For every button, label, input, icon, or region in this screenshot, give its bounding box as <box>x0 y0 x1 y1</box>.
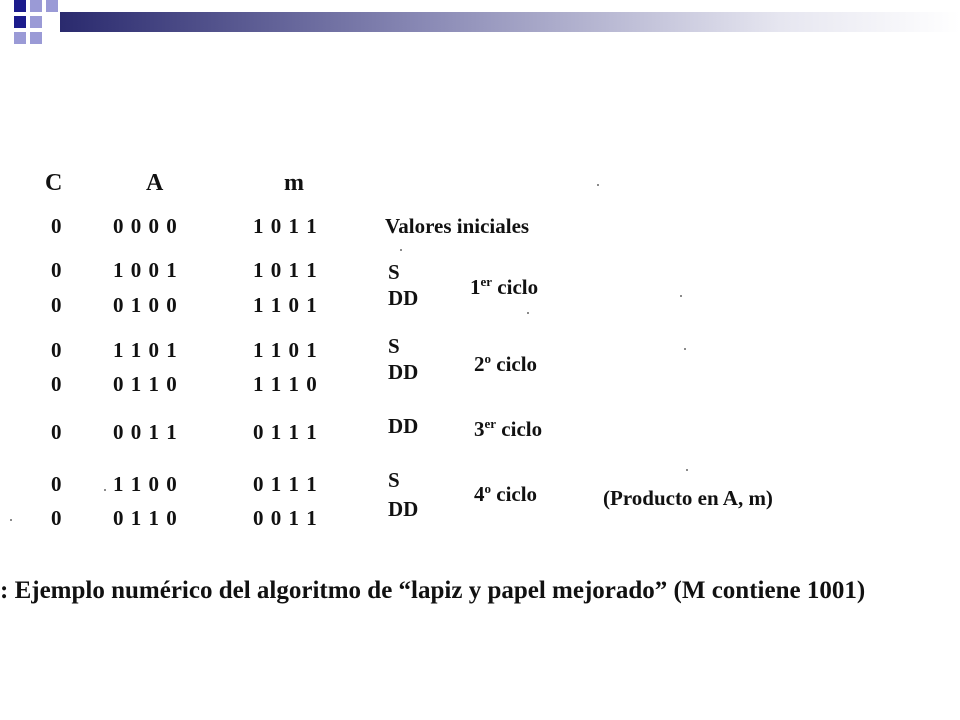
row-0-c: 0 <box>51 214 63 238</box>
cycle-3-superscript: er <box>484 416 497 431</box>
row-6-a: 1 1 0 0 <box>113 472 178 496</box>
row-4-m: 1 1 1 0 <box>253 372 318 396</box>
row-3-a: 1 1 0 1 <box>113 338 178 362</box>
op-s-1: S <box>388 260 400 284</box>
row-7-m: 0 0 1 1 <box>253 506 318 530</box>
cycle-4-number: 4 <box>474 482 485 506</box>
row-7-c: 0 <box>51 506 63 530</box>
header-gradient-bar <box>60 12 960 32</box>
scan-speck <box>684 348 686 350</box>
row-4-c: 0 <box>51 372 63 396</box>
logo-square-light-5 <box>30 32 42 44</box>
cycle-label-3 <box>474 417 542 442</box>
row-1-c: 0 <box>51 258 63 282</box>
row-5-a: 0 0 1 1 <box>113 420 178 444</box>
cycle-1-word: ciclo <box>497 275 539 299</box>
cycle-label-2 <box>474 352 537 377</box>
logo-square-light-4 <box>14 32 26 44</box>
row-7-a: 0 1 1 0 <box>113 506 178 530</box>
row-2-a: 0 1 0 0 <box>113 293 178 317</box>
note-initial-values: Valores iniciales <box>385 214 530 238</box>
op-dd-3: DD <box>388 414 419 438</box>
op-dd-4: DD <box>388 497 419 521</box>
row-4-a: 0 1 1 0 <box>113 372 178 396</box>
row-0-a: 0 0 0 0 <box>113 214 178 238</box>
cycle-2-number: 2 <box>474 352 485 376</box>
header-c: C <box>45 170 63 196</box>
scan-speck <box>104 489 106 491</box>
cycle-3-word: ciclo <box>501 417 543 441</box>
row-6-m: 0 1 1 1 <box>253 472 318 496</box>
op-dd-2: DD <box>388 360 419 384</box>
scan-speck <box>597 184 599 186</box>
logo-square-light-1 <box>30 0 42 12</box>
row-3-c: 0 <box>51 338 63 362</box>
scan-speck <box>680 295 682 297</box>
cycle-3-number: 3 <box>474 417 485 441</box>
cycle-label-1 <box>470 275 538 300</box>
row-6-c: 0 <box>51 472 63 496</box>
row-5-m: 0 1 1 1 <box>253 420 318 444</box>
header-m: m <box>284 170 304 196</box>
cycle-2-superscript: o <box>484 351 491 366</box>
cycle-4-word: ciclo <box>496 482 538 506</box>
row-2-m: 1 1 0 1 <box>253 293 318 317</box>
logo-square-light-3 <box>30 16 42 28</box>
scan-speck <box>10 519 12 521</box>
row-3-m: 1 1 0 1 <box>253 338 318 362</box>
cycle-1-number: 1 <box>470 275 481 299</box>
op-dd-1: DD <box>388 286 419 310</box>
cycle-4-superscript: o <box>484 481 491 496</box>
row-2-c: 0 <box>51 293 63 317</box>
logo-square-dark-1 <box>14 0 26 12</box>
row-5-c: 0 <box>51 420 63 444</box>
logo-square-dark-2 <box>14 16 26 28</box>
op-s-4: S <box>388 468 400 492</box>
row-1-a: 1 0 0 1 <box>113 258 178 282</box>
figure-caption: : Ejemplo numérico del algoritmo de “lapiz y papel mejorado” (M contiene 1001) <box>0 577 866 604</box>
op-s-2: S <box>388 334 400 358</box>
scan-speck <box>527 312 529 314</box>
cycle-label-4 <box>474 482 537 507</box>
logo-square-light-2 <box>46 0 58 12</box>
row-1-m: 1 0 1 1 <box>253 258 318 282</box>
cycle-1-superscript: er <box>480 274 493 289</box>
scan-speck <box>686 469 688 471</box>
row-0-m: 1 0 1 1 <box>253 214 318 238</box>
cycle-2-word: ciclo <box>496 352 538 376</box>
product-note: (Producto en A, m) <box>603 486 773 510</box>
header-a: A <box>146 170 164 196</box>
scan-speck <box>400 249 402 251</box>
